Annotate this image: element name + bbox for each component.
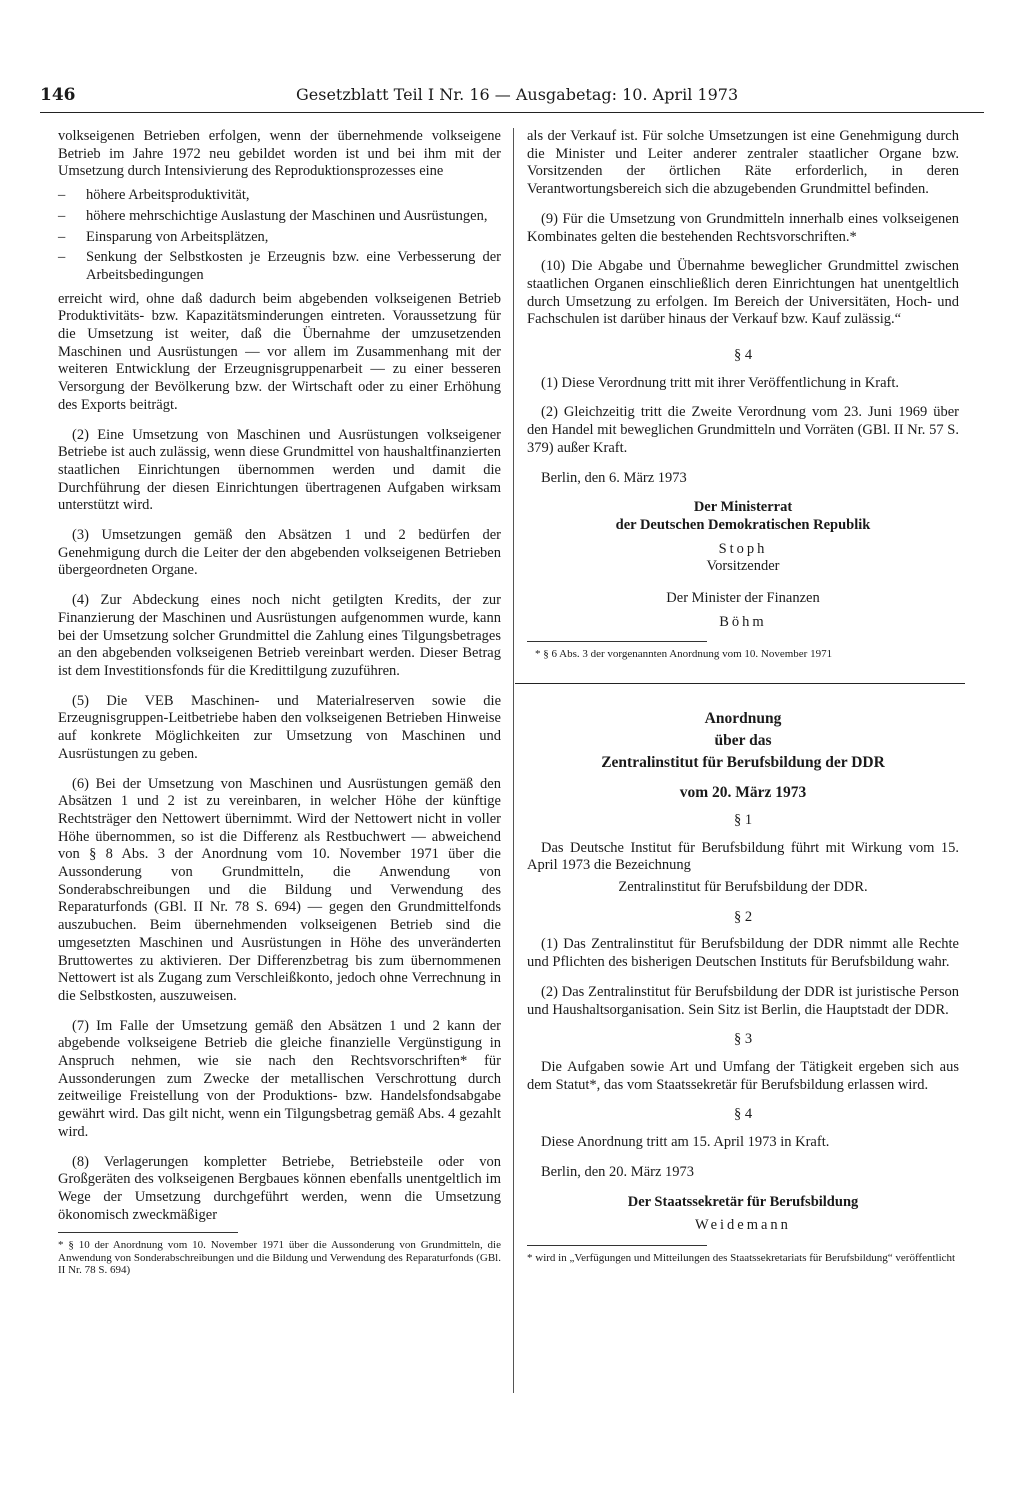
signatory-role-1: Vorsitzender [706,558,780,575]
signatory-name-2: Böhm [719,613,767,630]
paragraph-10: (10) Die Abgabe und Übernahme beweglicher Grundmittel zwischen staatlichen Organen einschließlich deren Einrichtungen hat unentgeltlich durch Umsetzung zu erfolgen. Im Bereich der Universitäten, Hoch- und Fachschulen ist darüber hinaus der Verkauf bzw. Kauf zulässig.“ [527,258,959,328]
anordnung-signing-date: Berlin, den 20. März 1973 [541,1163,695,1180]
anordnung-section-2-paragraph-2: (2) Das Zentralinstitut für Berufsbildung der DDR ist juristische Person und Haushaltsorganisation. Sein Sitz ist Berlin, die Hauptstadt der DDR. [527,983,959,1018]
anordnung-section-4-heading: § 4 [733,1106,753,1123]
anordnung-section-4-paragraph: Diese Anordnung tritt am 15. April 1973 in Kraft. [541,1134,830,1151]
signing-date: Berlin, den 6. März 1973 [541,469,687,486]
anordnung-section-1-heading: § 1 [733,811,753,828]
anordnung-section-1-paragraph: Das Deutsche Institut für Berufsbildung führt mit Wirkung vom 15. April 1973 die Bezeichnung [527,839,959,874]
anordnung-section-2-heading: § 2 [733,908,753,925]
anordnung-section-2-paragraph-1: (1) Das Zentralinstitut für Berufsbildung der DDR nimmt alle Rechte und Pflichten des bisherigen Deutschen Instituts für Berufsbildung wahr. [527,936,959,971]
anordnung-section-3-heading: § 3 [733,1031,753,1048]
signatory-organ-line-1: Der Ministerrat [693,499,793,516]
anordnung-signatory-name: Weidemann [695,1217,791,1234]
paragraph-4: (4) Zur Abdeckung eines noch nicht getilgten Kredits, der zur Finanzierung der Maschinen und Ausrüstungen aufgenommen wurde, kann bei der Umsetzung solcher Grundmittel die Zahlung eines Tilgungsbetrages an den abgebenden volkseigenen Betrieb vereinbart werden. Dieser Betrag ist dem Investitionsfonds für die Kredittilgung zuzuführen. [58,592,501,679]
section-4-paragraph-2: (2) Gleichzeitig tritt die Zweite Verordnung vom 23. Juni 1969 über den Handel mit beweglichen Grundmitteln und Vorräten (GBl. II Nr. 57 S. 379) außer Kraft. [527,404,959,456]
left-footnote: * § 10 der Anordnung vom 10. November 1971 über die Aussonderung von Grundmitteln, die Anwendung von Sonderabschreibungen und die Bildung und Verwendung des Reparaturfonds (GBl. II Nr. 78 S. 694) [58,1239,501,1277]
anordnung-section-3-paragraph: Die Aufgaben sowie Art und Umfang der Tätigkeit ergeben sich aus dem Statut*, das vom Staatssekretär für Berufsbildung erlassen wird. [527,1059,959,1093]
anordnung-new-name: Zentralinstitut für Berufsbildung der DDR. [618,879,868,896]
anordnung-signatory-role: Der Staatssekretär für Berufsbildung [627,1193,859,1210]
section-separator [515,683,965,684]
signatory-name-1: Stoph [718,540,768,557]
right-continuation-paragraph: als der Verkauf ist. Für solche Umsetzungen ist eine Genehmigung durch die Minister und Leiter anderer zentraler staatlicher Organe bzw. Vorsitzenden der örtlichen Räte erforderlich, in deren Verantwortungsbereich sich die abzugebenden Grundmittel befinden. [527,128,959,198]
running-head: Gesetzblatt Teil I Nr. 16 — Ausgabetag: 10. April 1973 [296,85,739,104]
anordnung-date: vom 20. März 1973 [679,783,807,801]
left-column [58,128,501,1277]
section-4-paragraph-1: (1) Diese Verordnung tritt mit ihrer Veröffentlichung in Kraft. [541,374,899,391]
footnote-rule [527,1245,707,1246]
anordnung-title-line-2: über das [714,731,772,749]
paragraph-3: (3) Umsetzungen gemäß den Absätzen 1 und 2 bedürfen der Genehmigung durch die Leiter der den abgebenden volkseigenen Betrieben übergeordneten Organe. [58,527,501,579]
paragraph-6: (6) Bei der Umsetzung von Maschinen und Ausrüstungen gemäß den Absätzen 1 und 2 ist zu vereinbaren, in welcher Höhe der künftige Rechtsträger den Nettowert übernimmt. Wird der Nettowert nicht in voller Höhe übernommen, so ist die Differenz als Restbuchwert — abweichend von § 8 Abs. 3 der Anordnung vom 10. November 1971 über die Aussonderung von Grundmitteln, die Anwendung von Sonderabschreibungen und die Bildung und Verwendung des Reparaturfonds (GBl. II Nr. 78 S. 694) — gegen den Grundmittelfonds auszubuchen. Beim übernehmenden volkseigenen Betrieb sind die umgesetzten Maschinen und Ausrüstungen in Höhe des unveränderten Bruttowertes zu aktivieren. Der Differenzbetrag bis zum übernommenen Nettowert ist als Zugang zum Verschleißkonto, jedoch ohne Verrechnung in die Selbstkosten, auszuweisen. [58,775,501,1004]
page-number: 146 [40,85,76,105]
list-item: – Senkung der Selbstkosten je Erzeugnis bzw. eine Verbesserung der Arbeitsbedingungen [58,249,501,284]
paragraph-9: (9) Für die Umsetzung von Grundmitteln innerhalb eines volkseigenen Kombinates gelten die bestehenden Rechtsvorschriften.* [527,210,959,245]
right-footnote-1: * § 6 Abs. 3 der vorgenannten Anordnung vom 10. November 1971 [535,648,833,661]
header-rule [40,112,984,113]
footnote-rule [58,1232,238,1233]
left-intro-paragraph: volkseigenen Betrieben erfolgen, wenn der übernehmende volkseigene Betrieb im Jahre 1972 neu gebildet worden ist und bei ihm mit der Umsetzung durch Intensivierung des Reproduktionsprozesses eine [58,128,501,180]
paragraph-2: (2) Eine Umsetzung von Maschinen und Ausrüstungen volkseigener Betriebe ist auch zulässig, wenn diese Grundmittel von haushaltfinanzierten staatlichen Einrichtungen übernommen werden und damit die Durchführung der diesen Einrichtungen übertragenen Aufgaben wirksam unterstützt wird. [58,426,501,514]
right-footnote-2: * wird in „Verfügungen und Mitteilungen des Staatssekretariats für Berufsbildung“ veröffentlicht [527,1251,956,1264]
paragraph-8: (8) Verlagerungen kompletter Betriebe, Betriebsteile oder von Großgeräten des volkseigenen Bergbaues können ebenfalls unentgeltlich im Wege der Umsetzung durchgeführt werden, wenn die Umsetzung ökonomisch zweckmäßiger [58,1153,501,1223]
signatory-role-2: Der Minister der Finanzen [666,590,820,607]
footnote-rule [527,641,707,642]
section-4-heading: § 4 [733,347,753,364]
anordnung-title: Anordnung [704,709,782,727]
list-item: – höhere Arbeitsproduktivität, [58,187,501,205]
list-item: – Einsparung von Arbeitsplätzen, [58,229,501,247]
after-list-paragraph: erreicht wird, ohne daß dadurch beim abgebenden volkseigenen Betrieb Produktivitäts- bzw. Kapazitätsminderungen eintreten. Voraussetzung für die Umsetzung ist weiter, daß die Übernahme der umzusetzenden Maschinen und Ausrüstungen — vor allem im Zusammenhang mit der weiteren Entwicklung der Erzeugnisgruppenarbeit — zu einer besseren Versorgung der Bevölkerung bzw. der Wirtschaft oder zu einer Erhöhung des Exports beiträgt. [58,290,501,413]
paragraph-7: (7) Im Falle der Umsetzung gemäß den Absätzen 1 und 2 kann der abgebende volkseigene Betrieb die gleiche finanzielle Vergünstigung in Anspruch nehmen, wie sie nach den Rechtsvorschriften* für Aussonderungen zum Zwecke der metallischen Verschrottung durch zeitweilige Freistellung von der Produktions- bzw. Handelsfondsabgabe gewährt wird. Das gilt nicht, wenn ein Tilgungsbetrag gemäß Abs. 4 gezahlt wird. [58,1017,501,1140]
list-item: – höhere mehrschichtige Auslastung der Maschinen und Ausrüstungen, [58,208,501,226]
right-column [527,128,959,1264]
signatory-organ-line-2: der Deutschen Demokratischen Republik [615,516,871,533]
column-divider [513,128,514,1393]
paragraph-5: (5) Die VEB Maschinen- und Materialreserven sowie die Erzeugnisgruppen-Leitbetriebe haben den volkseigenen Betrieben Hinweise auf konkrete Möglichkeiten zur Umsetzung von Maschinen und Ausrüstungen zu geben. [58,692,501,762]
dash-list [58,187,501,285]
anordnung-title-line-3: Zentralinstitut für Berufsbildung der DDR [601,753,885,771]
page-header [40,85,984,109]
